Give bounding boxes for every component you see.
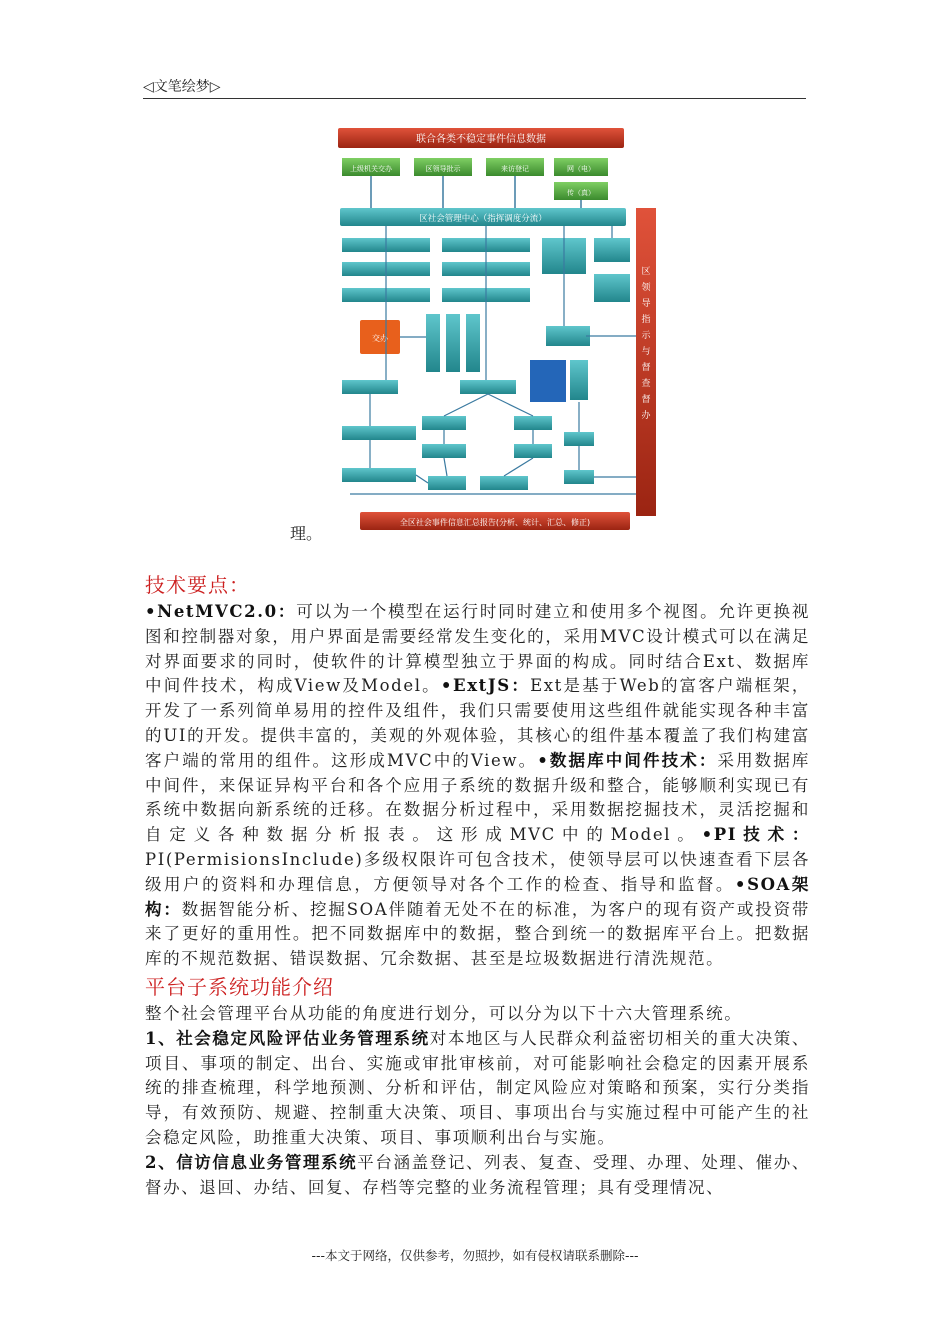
flowchart-figure	[330, 124, 662, 536]
right-column-char: 领	[641, 283, 651, 293]
right-column-char: 示	[641, 331, 651, 341]
tech-item-pi-body: PI(PermisionsInclude)多级权限许可包含技术，使领导层可以快速查看下层各级用户的资料和办理信息，方便领导对各个工作的检查、指导和监督。	[145, 849, 810, 894]
tech-item-netmvc-body: 可以为一个模型在运行时同时建立和使用多个视图。允许更换视图和控制器对象，用户界面是需要经常发生变化的，采用MVC设计模式可以在满足对界面要求的同时，使软件的计算模型独立于界面的构成。同时结合Ext、数据库中间件技术，构成View及Model。	[145, 602, 810, 696]
item2-paragraph	[145, 1151, 810, 1201]
right-column-char: 督	[641, 363, 651, 373]
right-column-char: 区	[641, 267, 651, 277]
tech-item-db-title: •数据库中间件技术：	[537, 750, 718, 770]
intro-paragraph: 整个社会管理平台从功能的角度进行划分，可以分为以下十六大管理系统。	[145, 1003, 743, 1023]
source-label-5: 传（真）	[567, 189, 595, 197]
right-column-char: 督	[641, 395, 651, 405]
page-header	[143, 72, 806, 99]
subsystem-heading: 平台子系统功能介绍	[145, 974, 334, 999]
page-footer: ---本文于网络，仅供参考，勿照抄，如有侵权请联系删除---	[311, 1248, 639, 1263]
item2-title: 2、信访信息业务管理系统	[145, 1152, 358, 1172]
tech-item-netmvc-title: •NetMVC2.0：	[145, 602, 297, 621]
right-column	[636, 208, 656, 516]
right-column-char: 办	[641, 411, 651, 421]
item2-body: 平台涵盖登记、列表、复查、受理、办理、处理、催办、督办、退回、办结、回复、存档等完整的业务流程管理；具有受理情况、	[145, 1152, 811, 1197]
status-box	[530, 360, 566, 402]
figure-suffix-text: 理。	[290, 524, 323, 543]
tech-heading: 技术要点：	[145, 573, 250, 597]
top-banner-text: 联合各类不稳定事件信息数据	[416, 134, 546, 145]
center-bar-text: 区社会管理中心（指挥调度分流）	[419, 214, 547, 224]
source-label-1: 上级机关交办	[350, 165, 392, 173]
source-label-2: 区领导批示	[425, 165, 461, 173]
source-label-4: 网（电）	[567, 165, 595, 173]
tech-item-extjs-body: Ext是基于Web的富客户端框架，开发了一系列简单易用的控件及组件，我们只需要使用这些组件就能实现各种丰富的UI的开发。提供丰富的，美观的外观体验，其核心的组件基本覆盖了我们构建富客户端的常用的组件。这形成MVC中的View。	[145, 676, 810, 770]
source-label-3: 来访登记	[501, 165, 529, 173]
right-column-char: 与	[641, 347, 651, 357]
right-column-char: 指	[641, 315, 651, 325]
tech-item-pi-title: •PI技术：	[701, 825, 811, 845]
tech-paragraph	[145, 600, 810, 972]
right-column-char: 查	[641, 379, 651, 389]
tech-item-soa-body: 数据智能分析、挖掘SOA伴随着无处不在的标准，为客户的现有资产或投资带来了更好的重用性。把不同数据库中的数据，整合到统一的数据库平台上。把数据库的不规范数据、错误数据、冗余数据、甚至是垃圾数据进行清洗规范。	[145, 899, 811, 969]
right-column-char: 导	[641, 299, 651, 309]
side-box-text: 交办	[372, 334, 388, 343]
main-content	[145, 570, 810, 1200]
header-title: ◁文笔绘梦▷	[143, 79, 221, 95]
bottom-banner-text: 全区社会事件信息汇总报告(分析、统计、汇总、修正)	[399, 518, 591, 527]
tech-item-soa-title: •SOA架构：	[145, 874, 810, 919]
tech-item-extjs-title: •ExtJS：	[440, 676, 531, 696]
item1-paragraph	[145, 1027, 810, 1151]
item1-body: 对本地区与人民群众利益密切相关的重大决策、项目、事项的制定、出台、实施或审批审核前，对可能影响社会稳定的因素开展系统的排查梳理，科学地预测、分析和评估，制定风险应对策略和预案，实行分类指导，有效预防、规避、控制重大决策、项目、事项出台与实施过程中可能产生的社会稳定风险，助推重大决策、项目、事项顺利出台与实施。	[145, 1028, 810, 1147]
item1-title: 1、社会稳定风险评估业务管理系统	[145, 1028, 430, 1048]
tech-item-db-body: 采用数据库中间件，来保证异构平台和各个应用子系统的数据升级和整合，能够顺利实现已有系统中数据向新系统的迁移。在数据分析过程中，采用数据挖掘技术，灵活挖掘和自定义各种数据分析报表。这形成MVC中的Model。	[145, 750, 811, 845]
